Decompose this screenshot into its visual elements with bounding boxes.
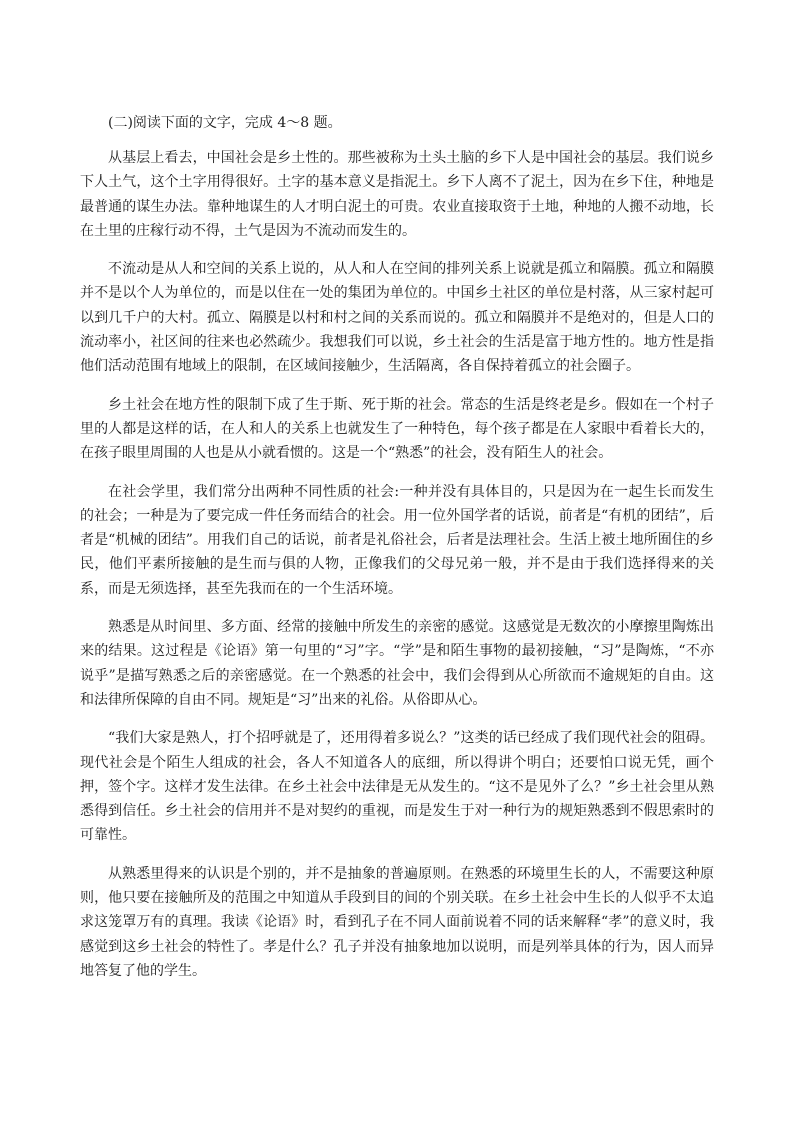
paragraph-6: “我们大家是熟人，打个招呼就是了，还用得着多说么？”这类的话已经成了我们现代社会的阻碍。现代社会是个陌生人组成的社会，各人不知道各人的底细，所以得讲个明白；还要怕口说无凭，画个押，签个字。这样才发生法律。在乡土社会中法律是无从发生的。“这不是见外了么？”乡土社会里从熟悉得到信任。乡土社会的信用并不是对契约的重视，而是发生于对一种行为的规矩熟悉到不假思索时的可靠性。 [80, 730, 714, 844]
paragraph-3: 乡土社会在地方性的限制下成了生于斯、死于斯的社会。常态的生活是终老是乡。假如在一个村子里的人都是这样的话，在人和人的关系上也就发生了一种特色，每个孩子都是在人家眼中看着长大的，在孩子眼里周围的人也是从小就看惯的。这是一个“熟悉”的社会，没有陌生人的社会。 [80, 396, 714, 462]
paragraph-5: 熟悉是从时间里、多方面、经常的接触中所发生的亲密的感觉。这感觉是无数次的小摩擦里陶炼出来的结果。这过程是《论语》第一句里的“习”字。“学”是和陌生事物的最初接触，“习”是陶炼，“不亦说乎”是描写熟悉之后的亲密感觉。在一个熟悉的社会中，我们会得到从心所欲而不逾规矩的自由。这和法律所保障的自由不同。规矩是“习”出来的礼俗。从俗即从心。 [80, 619, 714, 708]
section-heading: (二)阅读下面的文字，完成 4～8 题。 [108, 115, 342, 131]
paragraph-1: 从基层上看去，中国社会是乡土性的。那些被称为土头土脑的乡下人是中国社会的基层。我们说乡下人土气，这个土字用得很好。土字的基本意义是指泥土。乡下人离不了泥土，因为在乡下住，种地是最普通的谋生办法。靠种地谋生的人才明白泥土的可贵。农业直接取资于土地，种地的人搬不动地，长在土里的庄稼行动不得，土气是因为不流动而发生的。 [80, 150, 714, 239]
paragraph-2: 不流动是从人和空间的关系上说的，从人和人在空间的排列关系上说就是孤立和隔膜。孤立和隔膜并不是以个人为单位的，而是以住在一处的集团为单位的。中国乡土社区的单位是村落，从三家村起可以到几千户的大村。孤立、隔膜是以村和村之间的关系而说的。孤立和隔膜并不是绝对的，但是人口的流动率小，社区间的往来也必然疏少。我想我们可以说，乡土社会的生活是富于地方性的。地方性是指他们活动范围有地域上的限制，在区域间接触少，生活隔离，各自保持着孤立的社会圈子。 [80, 261, 714, 375]
paragraph-4: 在社会学里，我们常分出两种不同性质的社会:一种并没有具体目的，只是因为在一起生长而发生的社会；一种是为了要完成一件任务而结合的社会。用一位外国学者的话说，前者是“有机的团结”，后者是“机械的团结”。用我们自己的话说，前者是礼俗社会，后者是法理社会。生活上被土地所囿住的乡民，他们平素所接触的是生而与俱的人物，正像我们的父母兄弟一般，并不是由于我们选择得来的关系，而是无须选择，甚至先我而在的一个生活环境。 [80, 483, 714, 597]
paragraph-7: 从熟悉里得来的认识是个别的，并不是抽象的普遍原则。在熟悉的环境里生长的人，不需要这种原则，他只要在接触所及的范围之中知道从手段到目的间的个别关联。在乡土社会中生长的人似乎不太追求这笼罩万有的真理。我读《论语》时，看到孔子在不同人面前说着不同的话来解释“孝”的意义时，我感觉到这乡土社会的特性了。孝是什么？孔子并没有抽象地加以说明，而是列举具体的行为，因人而异地答复了他的学生。 [80, 865, 714, 979]
article-body [80, 146, 714, 997]
